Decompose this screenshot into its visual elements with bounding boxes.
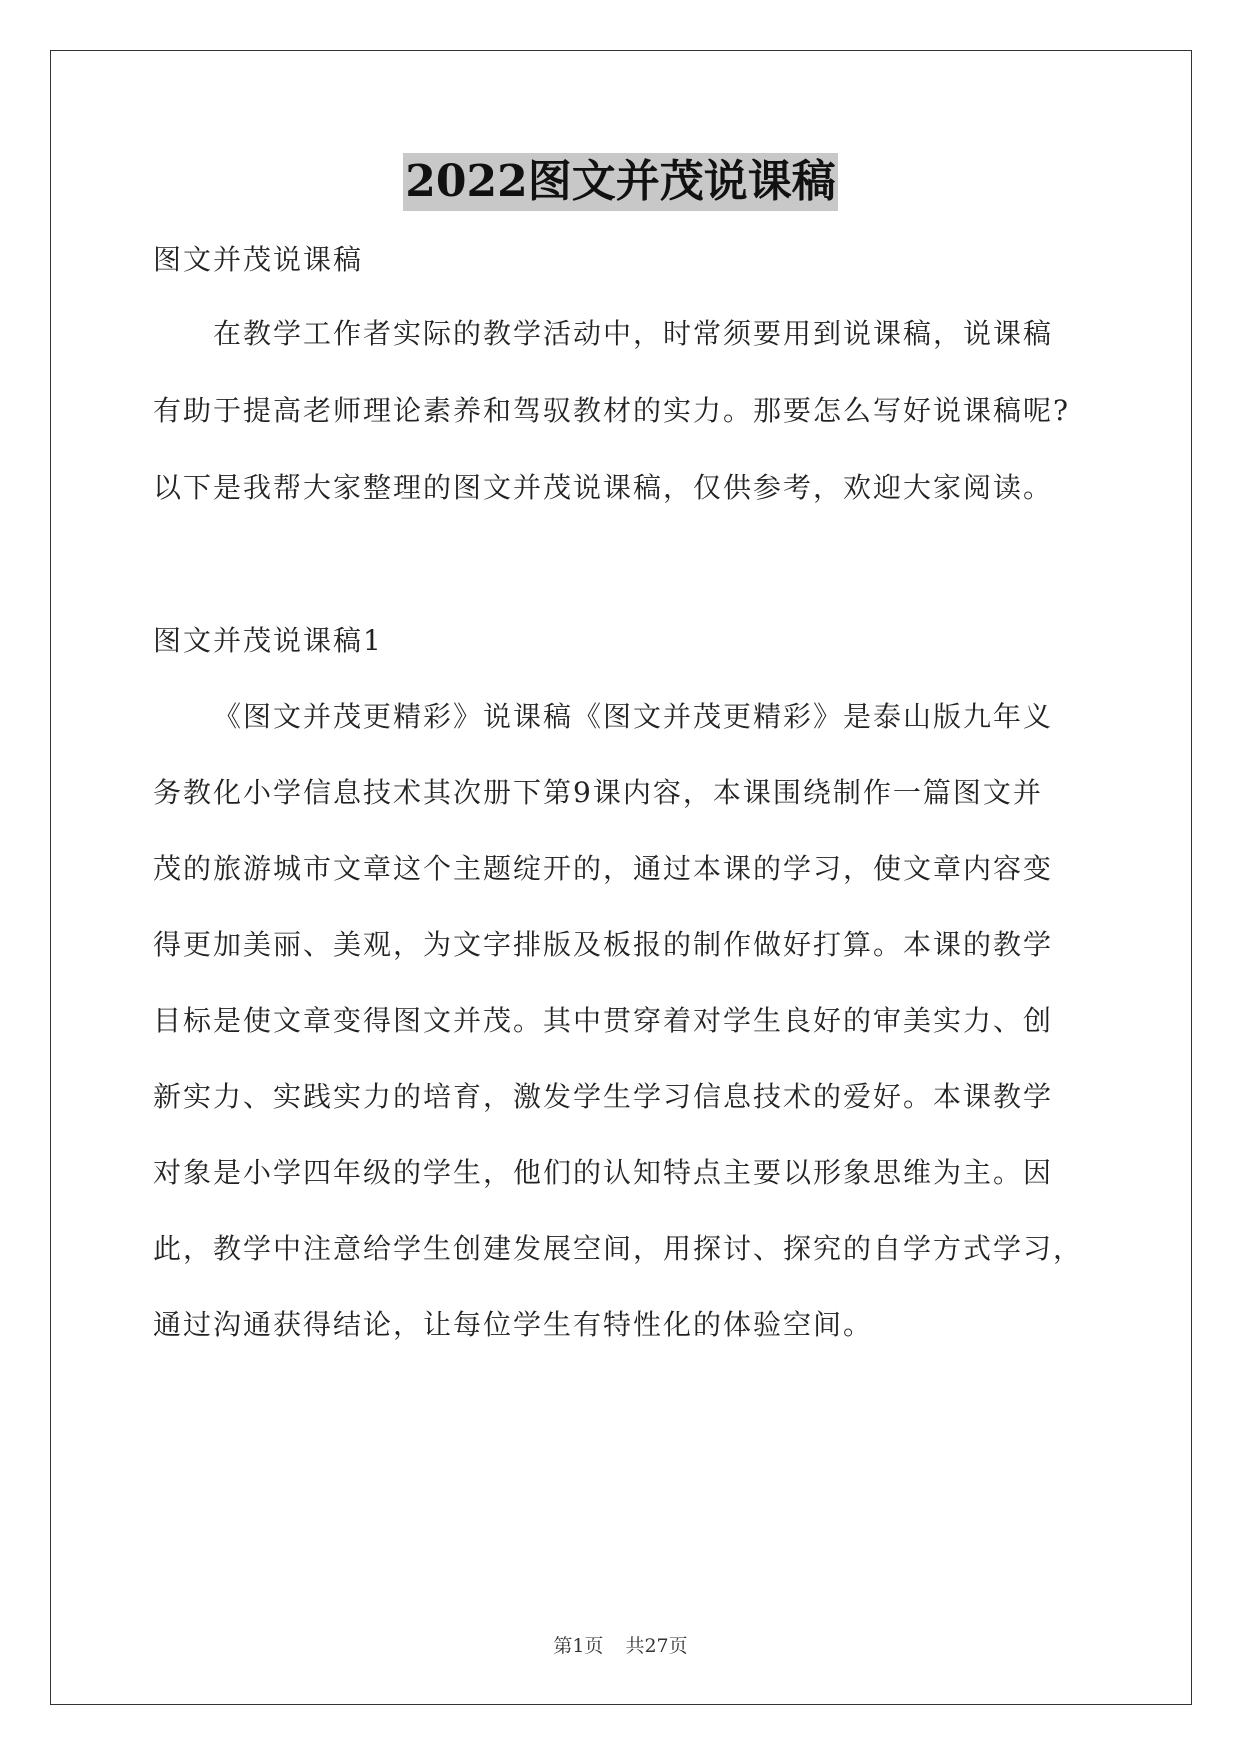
page-number: 第1页	[553, 1635, 604, 1657]
section1-line-1: 《图文并茂更精彩》说课稿《图文并茂更精彩》是泰山版九年义	[213, 700, 1054, 733]
intro-line-3: 以下是我帮大家整理的图文并茂说课稿，仅供参考，欢迎大家阅读。	[153, 471, 1054, 504]
section1-line-7: 对象是小学四年级的学生，他们的认知特点主要以形象思维为主。因	[153, 1156, 1054, 1189]
section1-line-6: 新实力、实践实力的培育，激发学生学习信息技术的爱好。本课教学	[153, 1080, 1054, 1113]
intro-line-2: 有助于提高老师理论素养和驾驭教材的实力。那要怎么写好说课稿呢?	[153, 394, 1071, 427]
section1-line-4: 得更加美丽、美观，为文字排版及板报的制作做好打算。本课的教学	[153, 928, 1054, 961]
section-heading-1: 图文并茂说课稿1	[153, 624, 383, 657]
section1-line-3: 茂的旅游城市文章这个主题绽开的，通过本课的学习，使文章内容变	[153, 852, 1054, 885]
section1-line-2: 务教化小学信息技术其次册下第9课内容，本课围绕制作一篇图文并	[153, 776, 1043, 809]
page-footer	[0, 1631, 1241, 1658]
subtitle: 图文并茂说课稿	[153, 243, 364, 276]
section1-line-8: 此，教学中注意给学生创建发展空间，用探讨、探究的自学方式学习，	[153, 1232, 1084, 1265]
section1-line-5: 目标是使文章变得图文并茂。其中贯穿着对学生良好的审美实力、创	[153, 1004, 1054, 1037]
page-total: 共27页	[625, 1635, 688, 1657]
title-container	[0, 153, 1241, 211]
document-title: 2022图文并茂说课稿	[403, 153, 837, 211]
intro-line-1: 在教学工作者实际的教学活动中，时常须要用到说课稿，说课稿	[213, 317, 1054, 350]
section1-line-9: 通过沟通获得结论，让每位学生有特性化的体验空间。	[153, 1308, 874, 1341]
